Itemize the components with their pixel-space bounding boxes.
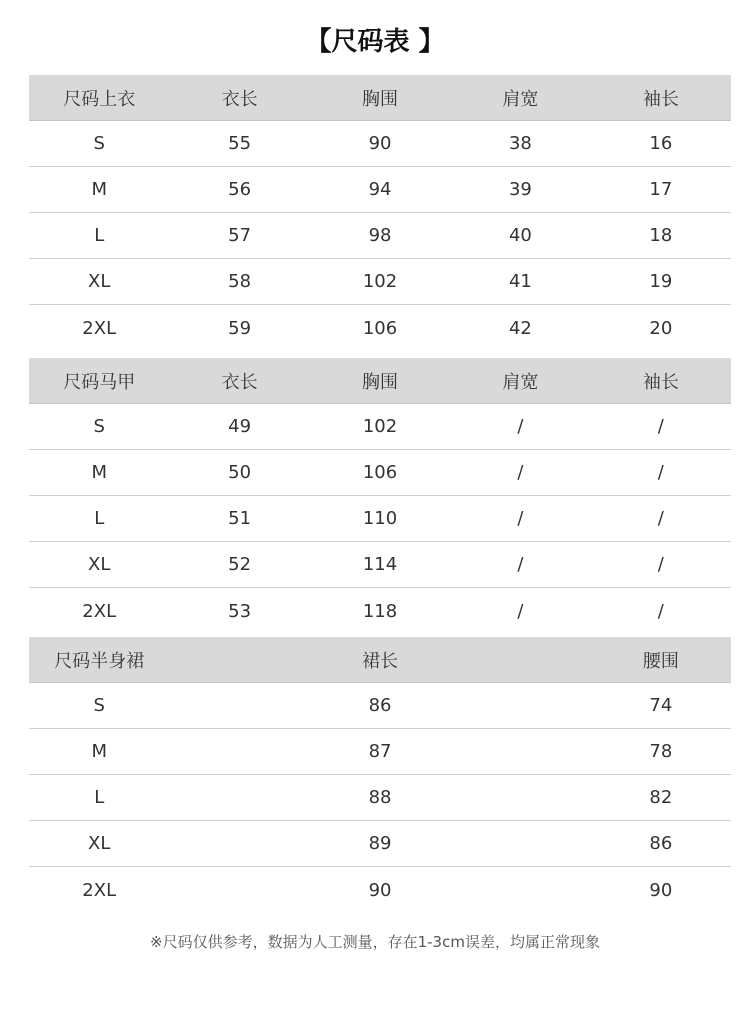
table-cell: 2XL — [82, 600, 117, 622]
table-cell: 56 — [228, 179, 252, 200]
table-cell: 2XL — [82, 879, 117, 901]
table-row — [29, 821, 731, 867]
header-cell-shoulder: 肩宽 — [502, 88, 539, 110]
table-cell: 106 — [362, 462, 398, 483]
table-cell: 102 — [362, 416, 398, 437]
header-cell-size: 尺码马甲 — [63, 371, 136, 393]
table-row — [29, 259, 731, 305]
table-row — [29, 450, 731, 496]
table-cell: 58 — [228, 271, 252, 292]
table-cell: / — [657, 462, 664, 483]
header-cell-waist: 腰围 — [642, 650, 679, 672]
header-cell-length: 衣长 — [221, 371, 258, 393]
table-cell: S — [93, 133, 105, 154]
table-row — [29, 775, 731, 821]
size-table-skirt — [29, 637, 731, 913]
table-row — [29, 867, 731, 913]
table-row — [29, 729, 731, 775]
table-cell: XL — [88, 554, 111, 575]
table-row — [29, 213, 731, 259]
table-cell: 86 — [368, 695, 392, 716]
header-cell-chest: 胸围 — [362, 371, 399, 393]
table-header-row — [29, 637, 731, 683]
table-row — [29, 305, 731, 351]
header-cell-size: 尺码上衣 — [63, 88, 136, 110]
table-row — [29, 683, 731, 729]
table-cell: / — [657, 554, 664, 575]
header-cell-shoulder: 肩宽 — [502, 371, 539, 393]
table-cell: 90 — [368, 879, 392, 901]
table-row — [29, 167, 731, 213]
table-cell: M — [91, 741, 107, 762]
header-cell-size: 尺码半身裙 — [54, 650, 145, 672]
table-cell: XL — [88, 271, 111, 292]
header-cell-sleeve: 袖长 — [642, 371, 679, 393]
table-row — [29, 588, 731, 634]
measurement-note: ※尺码仅供参考，数据为人工测量，存在1-3cm误差，均属正常现象 — [150, 933, 600, 951]
table-cell: M — [91, 462, 107, 483]
table-cell: 78 — [649, 741, 673, 762]
page-title: 【尺码表 】 — [305, 27, 445, 57]
table-cell: 38 — [508, 133, 532, 154]
table-cell: 57 — [228, 225, 252, 246]
header-cell-skirt-length: 裙长 — [362, 650, 399, 672]
table-row — [29, 542, 731, 588]
table-cell: 50 — [228, 462, 252, 483]
table-cell: 86 — [649, 833, 673, 854]
table-cell: 2XL — [82, 317, 117, 339]
table-cell: 55 — [228, 133, 252, 154]
table-cell: / — [517, 554, 524, 575]
header-cell-chest: 胸围 — [362, 88, 399, 110]
table-cell: / — [657, 600, 664, 622]
table-cell: / — [657, 508, 664, 529]
table-cell: 82 — [649, 787, 673, 808]
table-cell: 41 — [508, 271, 532, 292]
table-cell: 40 — [508, 225, 532, 246]
table-cell: 51 — [228, 508, 252, 529]
header-cell-length: 衣长 — [221, 88, 258, 110]
size-table-vest — [29, 358, 731, 634]
table-cell: 106 — [362, 317, 398, 339]
table-cell: 18 — [649, 225, 673, 246]
table-cell: 59 — [228, 317, 252, 339]
table-cell: 90 — [649, 879, 673, 901]
table-cell: 42 — [508, 317, 532, 339]
header-cell-sleeve: 袖长 — [642, 88, 679, 110]
table-cell: 89 — [368, 833, 392, 854]
table-cell: 110 — [362, 508, 398, 529]
table-header-row — [29, 358, 731, 404]
table-cell: 94 — [368, 179, 392, 200]
table-cell: 98 — [368, 225, 392, 246]
table-cell: 19 — [649, 271, 673, 292]
table-cell: 16 — [649, 133, 673, 154]
table-cell: L — [94, 787, 105, 808]
table-cell: M — [91, 179, 107, 200]
table-cell: 17 — [649, 179, 673, 200]
size-table-tops — [29, 75, 731, 351]
table-row — [29, 121, 731, 167]
table-cell: 102 — [362, 271, 398, 292]
table-row — [29, 404, 731, 450]
table-cell: L — [94, 225, 105, 246]
table-cell: 39 — [508, 179, 532, 200]
table-cell: 49 — [228, 416, 252, 437]
table-cell: S — [93, 416, 105, 437]
table-cell: 88 — [368, 787, 392, 808]
table-cell: / — [517, 416, 524, 437]
table-cell: 90 — [368, 133, 392, 154]
table-cell: 118 — [362, 600, 398, 622]
table-cell: 87 — [368, 741, 392, 762]
table-cell: XL — [88, 833, 111, 854]
table-cell: L — [94, 508, 105, 529]
table-cell: 74 — [649, 695, 673, 716]
table-cell: 52 — [228, 554, 252, 575]
table-cell: / — [517, 508, 524, 529]
table-cell: / — [657, 416, 664, 437]
table-cell: / — [517, 600, 524, 622]
table-header-row — [29, 75, 731, 121]
table-cell: S — [93, 695, 105, 716]
table-row — [29, 496, 731, 542]
table-cell: 53 — [228, 600, 252, 622]
table-cell: / — [517, 462, 524, 483]
table-cell: 114 — [362, 554, 398, 575]
table-cell: 20 — [649, 317, 673, 339]
